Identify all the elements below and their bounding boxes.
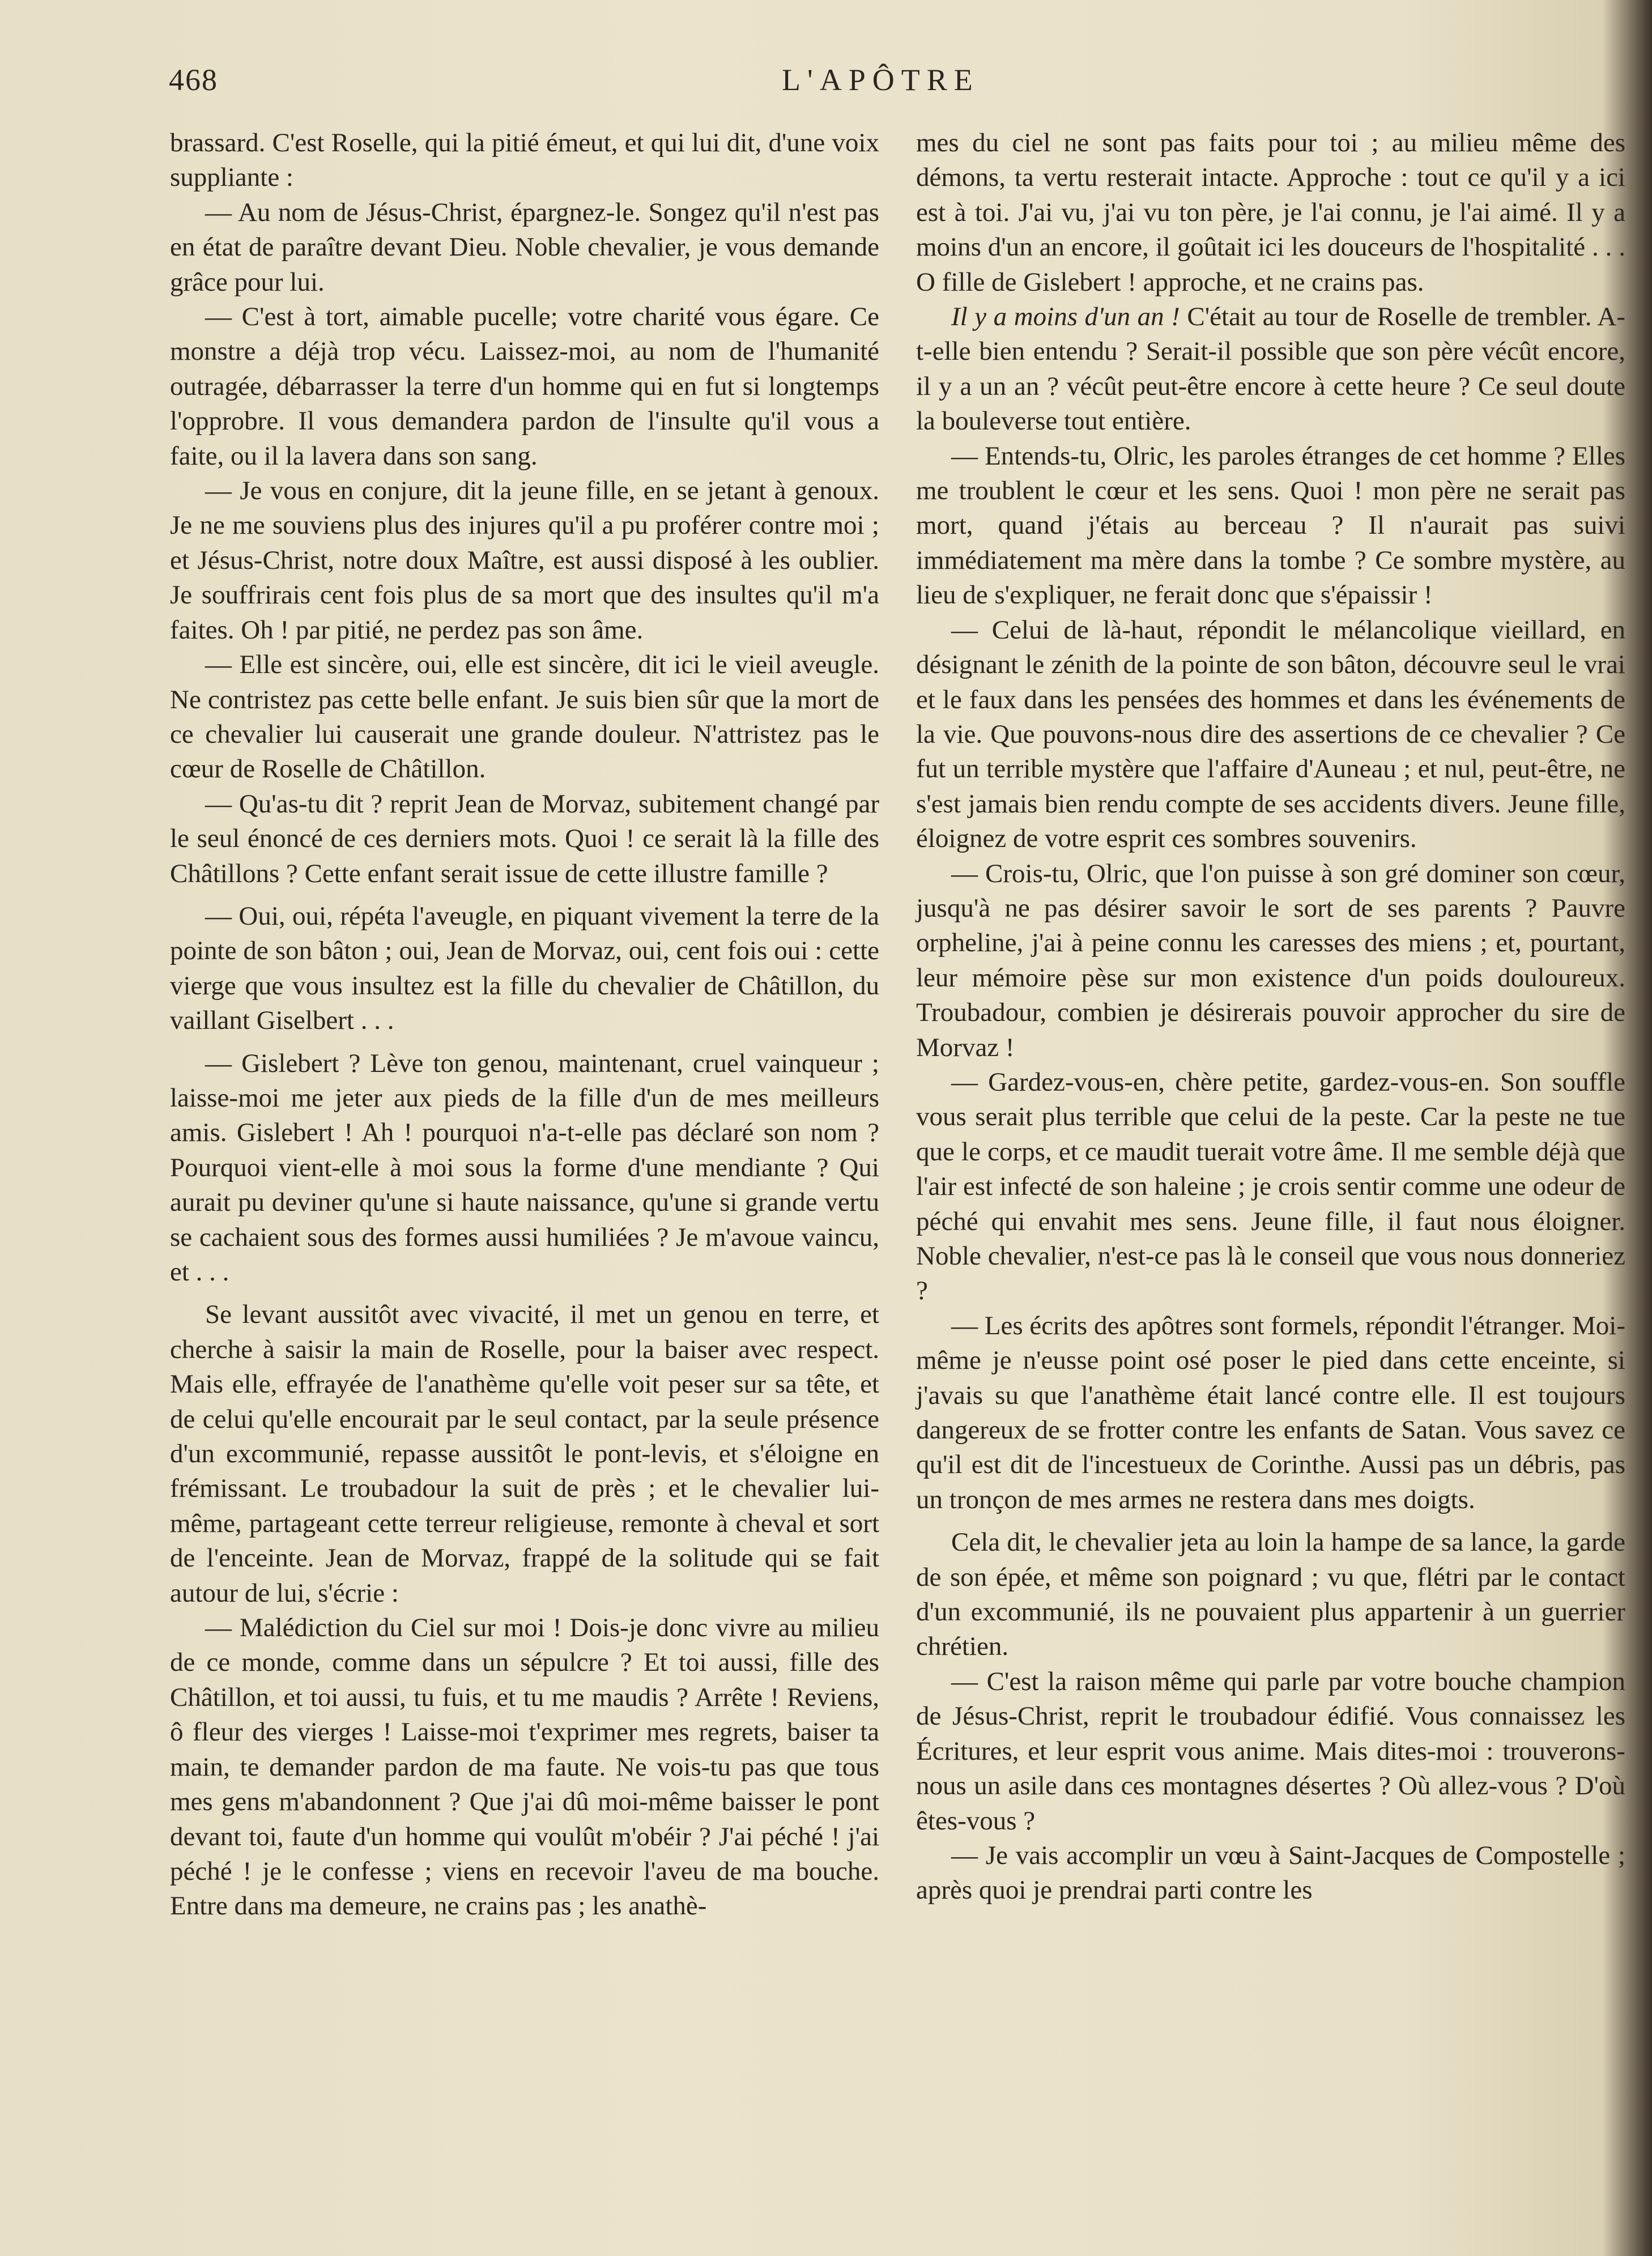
page-number: 468 [169, 63, 218, 97]
paragraph: mes du ciel ne sont pas faits pour toi ; au milieu même des démons, ta vertu resterait intacte. Approche : tout ce qu'il y a ici est à toi. J'ai vu, j'ai vu ton père, je l'ai connu, je l'ai aimé. Il y a moins d'un an encore, il goûtait ici les douceurs de l'hospitalité . . . O fille de Gislebert ! approche, et ne crains pas. [916, 128, 1625, 297]
paragraph: — Gislebert ? Lève ton genou, maintenant, cruel vainqueur ; laisse-moi me jeter aux pieds de la fille d'un de mes meilleurs amis. Gislebert ! Ah ! pourquoi n'a-t-elle pas déclaré son nom ? Pourquoi vient-elle à moi sous la forme d'une mendiante ? Qui aurait pu deviner qu'une si haute naissance, qu'une si grande vertu se cachaient sous des formes aussi humiliées ? Je m'avoue vaincu, et . . . [170, 1048, 879, 1287]
paragraph: — Celui de là-haut, répondit le mélancolique vieillard, en désignant le zénith de la pointe de son bâton, découvre seul le vrai et le faux dans les pensées des hommes et dans les événements de la vie. Que pouvons-nous dire des assertions de ce chevalier ? Ce fut un terrible mystère que l'affaire d'Auneau ; et nul, peut-être, ne s'est jamais bien rendu compte de ses accidents divers. Jeune fille, éloignez de votre esprit ces sombres souvenirs. [916, 615, 1625, 854]
paragraph: — C'est à tort, aimable pucelle; votre charité vous égare. Ce monstre a déjà trop vécu. Laissez-moi, au nom de l'humanité outragée, débarrasser la terre d'un homme qui en fut si longtemps l'opprobre. Il vous demandera pardon de l'insulte qu'il vous a faite, ou il la lavera dans son sang. [170, 302, 879, 471]
paragraph: — Je vous en conjure, dit la jeune fille, en se jetant à genoux. Je ne me souviens plus des injures qu'il a pu proférer contre moi ; et Jésus-Christ, notre doux Maître, est aussi disposé à les oublier. Je souffrirais cent fois plus de sa mort que des insultes qu'il m'a faites. Oh ! par pitié, ne perdez pas son âme. [170, 476, 879, 645]
paragraph-rest: C'était au tour de Roselle de trembler. A-t-elle bien entendu ? Serait-il possible que son père vécût encore, il y a un an ? vécût peut-être encore à cette heure ? Ce seul doute la bouleverse tout entière. [916, 302, 1625, 436]
paragraph: — Les écrits des apôtres sont formels, répondit l'étranger. Moi-même je n'eusse point osé poser le pied dans cette enceinte, si j'avais su que l'anathème était lancé contre elle. Il est toujours dangereux de se frotter contre les enfants de Satan. Vous savez ce qu'il est dit de l'incestueux de Corinthe. Aussi pas un débris, pas un tronçon de mes armes ne restera dans mes doigts. [916, 1310, 1625, 1514]
running-title: L'APÔTRE [782, 63, 980, 97]
paragraph: — C'est la raison même qui parle par votre bouche champion de Jésus-Christ, reprit le troubadour édifié. Vous connaissez les Écritures, et leur esprit vous anime. Mais dites-moi : trouverons-nous un asile dans ces montagnes désertes ? Où allez-vous ? D'où êtes-vous ? [916, 1666, 1625, 1836]
paragraph: — Qu'as-tu dit ? reprit Jean de Morvaz, subitement changé par le seul énoncé de ces derniers mots. Quoi ! ce serait là la fille des Châtillons ? Cette enfant serait issue de cette illustre famille ? [170, 789, 879, 888]
left-column [170, 126, 879, 1924]
paragraph: — Entends-tu, Olric, les paroles étranges de cet homme ? Elles me troublent le cœur et les sens. Quoi ! mon père ne serait pas mort, quand j'étais au berceau ? Il n'aurait pas suivi immédiatement ma mère dans la tombe ? Ce sombre mystère, au lieu de s'expliquer, ne ferait donc que s'épaissir ! [916, 441, 1625, 610]
paragraph: Se levant aussitôt avec vivacité, il met un genou en terre, et cherche à saisir la main de Roselle, pour la baiser avec respect. Mais elle, effrayée de l'anathème qu'elle voit peser sur sa tête, et de celui qu'elle encourait par le seul contact, par la seule présence d'un excommunié, repasse aussitôt le pont-levis, et s'éloigne en frémissant. Le troubadour la suit de près ; et le chevalier lui-même, partageant cette terreur religieuse, remonte à cheval et sort de l'enceinte. Jean de Morvaz, frappé de la solitude qui se fait autour de lui, s'écrie : [170, 1300, 879, 1608]
paragraph-italic-lead [916, 300, 1625, 439]
paragraph: — Gardez-vous-en, chère petite, gardez-vous-en. Son souffle vous serait plus terrible que celui de la peste. Car la peste ne tue que le corps, et ce maudit tuerait votre âme. Il me semble déjà que l'air est infecté de son haleine ; je crois sentir comme une odeur de péché qui envahit mes sens. Jeune fille, il faut nous éloigner. Noble chevalier, n'est-ce pas là le conseil que vous nous donneriez ? [916, 1067, 1625, 1306]
paragraph: — Au nom de Jésus-Christ, épargnez-le. Songez qu'il n'est pas en état de paraître devant Dieu. Noble chevalier, je vous demande grâce pour lui. [170, 197, 879, 297]
paragraph: — Malédiction du Ciel sur moi ! Dois-je donc vivre au milieu de ce monde, comme dans un sépulcre ? Et toi aussi, fille des Châtillon, et toi aussi, tu fuis, et tu me maudis ? Arrête ! Reviens, ô fleur des vierges ! Laisse-moi t'exprimer mes regrets, baiser ta main, te demander pardon de ma faute. Ne vois-tu pas que tous mes gens m'abandonnent ? Que j'ai dû moi-même baisser le pont devant toi, faute d'un homme qui voulût m'obéir ? J'ai péché ! j'ai péché ! je le confesse ; viens en recevoir l'aveu de ma bouche. Entre dans ma demeure, ne crains pas ; les anathè- [170, 1613, 879, 1921]
right-column [916, 126, 1625, 1908]
paragraph: Cela dit, le chevalier jeta au loin la hampe de sa lance, la garde de son épée, et même son poignard ; vu que, flétri par le contact d'un excommunié, ils ne pouvaient plus appartenir à un guerrier chrétien. [916, 1527, 1625, 1662]
paragraph: — Je vais accomplir un vœu à Saint-Jacques de Compostelle ; après quoi je prendrai parti contre les [916, 1840, 1625, 1905]
paragraph: — Crois-tu, Olric, que l'on puisse à son gré dominer son cœur, jusqu'à ne pas désirer savoir le sort de ses parents ? Pauvre orpheline, j'ai à peine connu les caresses des miens ; et, pourtant, leur mémoire pèse sur mon existence d'un poids douloureux. Troubadour, combien je désirerais pouvoir approcher du sire de Morvaz ! [916, 858, 1625, 1062]
paragraph: — Elle est sincère, oui, elle est sincère, dit ici le vieil aveugle. Ne contristez pas cette belle enfant. Je suis bien sûr que la mort de ce chevalier lui causerait une grande douleur. N'attristez pas le cœur de Roselle de Châtillon. [170, 650, 879, 784]
paragraph: brassard. C'est Roselle, qui la pitié émeut, et qui lui dit, d'une voix suppliante : [170, 128, 879, 193]
paragraph: — Oui, oui, répéta l'aveugle, en piquant vivement la terre de la pointe de son bâton ; oui, Jean de Morvaz, oui, cent fois oui : cette vierge que vous insultez est la fille du chevalier de Châtillon, du vaillant Giselbert . . . [170, 901, 879, 1036]
italic-lead: Il y a moins d'un an ! [951, 302, 1180, 332]
